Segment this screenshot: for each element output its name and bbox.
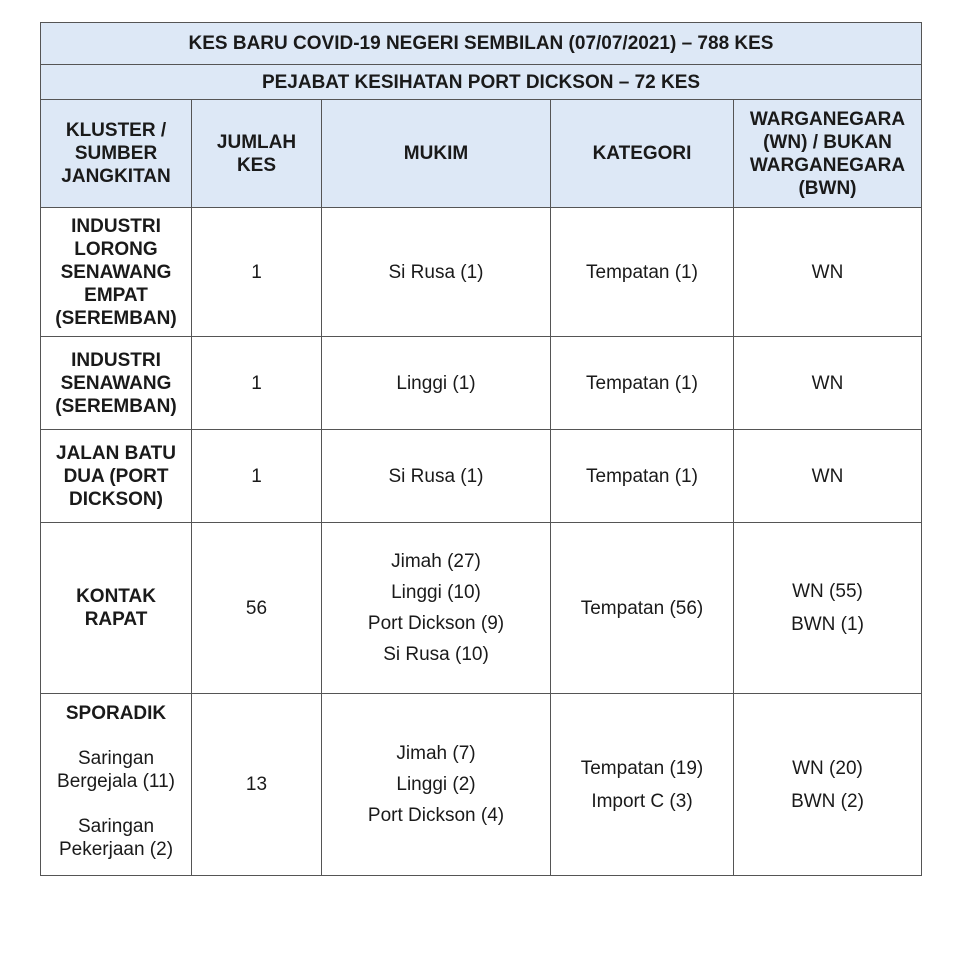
cluster-line: DUA (PORT bbox=[63, 465, 169, 487]
cluster-cell bbox=[41, 208, 192, 337]
cluster-sub-line: Pekerjaan (2) bbox=[58, 839, 174, 860]
warganegara-cell bbox=[734, 523, 922, 694]
cluster-cell bbox=[41, 430, 192, 523]
kategori-line: Tempatan (19) bbox=[580, 757, 704, 779]
cluster-cell bbox=[41, 694, 192, 876]
cluster-line: (SEREMBAN) bbox=[55, 395, 177, 417]
warganegara-line: BWN (1) bbox=[791, 614, 864, 635]
header-jumlah bbox=[192, 100, 322, 208]
mukim-cell: Si Rusa (1) bbox=[322, 430, 551, 523]
table-row bbox=[41, 694, 922, 876]
covid-case-sheet bbox=[40, 22, 921, 876]
jumlah-cell: 1 bbox=[192, 337, 322, 430]
jumlah-cell: 1 bbox=[192, 208, 322, 337]
covid-case-table bbox=[40, 22, 922, 876]
header-kategori: KATEGORI bbox=[551, 100, 734, 208]
cluster-line: KONTAK bbox=[76, 586, 156, 607]
header-warganegara-line: WARGANEGARA bbox=[749, 108, 906, 130]
cluster-subgroup bbox=[47, 815, 185, 861]
cluster-line: LORONG bbox=[74, 238, 158, 260]
table-row bbox=[41, 523, 922, 694]
cluster-line: (SEREMBAN) bbox=[55, 307, 177, 329]
table-row bbox=[41, 208, 922, 337]
header-cluster-line: SUMBER bbox=[74, 143, 158, 164]
kategori-cell bbox=[551, 694, 734, 876]
header-cluster-line: KLUSTER / bbox=[65, 120, 167, 141]
header-cluster bbox=[41, 100, 192, 208]
cluster-line: SENAWANG bbox=[60, 372, 172, 394]
kategori-line: Import C (3) bbox=[591, 790, 693, 812]
table-subtitle: PEJABAT KESIHATAN PORT DICKSON – 72 KES bbox=[41, 65, 922, 100]
header-jumlah-line: JUMLAH bbox=[216, 131, 297, 153]
cluster-sub-line: Saringan bbox=[77, 748, 155, 769]
cluster-sub-line: Bergejala (11) bbox=[57, 771, 175, 792]
header-warganegara-line: (WN) / BUKAN bbox=[763, 131, 892, 153]
mukim-cell: Linggi (1) bbox=[322, 337, 551, 430]
cluster-line: INDUSTRI bbox=[71, 215, 161, 237]
jumlah-cell: 1 bbox=[192, 430, 322, 523]
header-warganegara-line: (BWN) bbox=[798, 177, 857, 199]
header-jumlah-line: KES bbox=[236, 154, 277, 176]
cluster-line: JALAN BATU bbox=[56, 442, 176, 464]
cluster-subgroup bbox=[47, 747, 185, 793]
column-header-row bbox=[41, 100, 922, 208]
header-mukim: MUKIM bbox=[322, 100, 551, 208]
kategori-cell: Tempatan (1) bbox=[551, 337, 734, 430]
header-warganegara bbox=[734, 100, 922, 208]
title-row bbox=[41, 23, 922, 65]
subtitle-row bbox=[41, 65, 922, 100]
table-row bbox=[41, 337, 922, 430]
warganegara-cell: WN bbox=[734, 430, 922, 523]
cluster-line: SENAWANG bbox=[60, 261, 172, 283]
cluster-line: EMPAT bbox=[84, 284, 148, 306]
warganegara-line: WN (20) bbox=[792, 757, 863, 779]
warganegara-cell: WN bbox=[734, 337, 922, 430]
mukim-line: Linggi (2) bbox=[396, 774, 476, 795]
header-cluster-line: JANGKITAN bbox=[61, 166, 171, 187]
mukim-cell bbox=[322, 523, 551, 694]
warganegara-line: BWN (2) bbox=[791, 790, 864, 812]
kategori-cell: Tempatan (56) bbox=[551, 523, 734, 694]
warganegara-cell: WN bbox=[734, 208, 922, 337]
mukim-line: Port Dickson (4) bbox=[367, 805, 505, 826]
mukim-cell bbox=[322, 694, 551, 876]
jumlah-cell: 56 bbox=[192, 523, 322, 694]
warganegara-line: WN (55) bbox=[792, 581, 863, 602]
cluster-title: SPORADIK bbox=[65, 703, 167, 724]
mukim-line: Si Rusa (10) bbox=[383, 644, 489, 665]
mukim-cell: Si Rusa (1) bbox=[322, 208, 551, 337]
cluster-cell bbox=[41, 337, 192, 430]
kategori-cell: Tempatan (1) bbox=[551, 208, 734, 337]
cluster-line: RAPAT bbox=[84, 609, 148, 630]
cluster-sub-line: Saringan bbox=[77, 816, 155, 837]
kategori-cell: Tempatan (1) bbox=[551, 430, 734, 523]
cluster-cell bbox=[41, 523, 192, 694]
mukim-line: Linggi (10) bbox=[391, 582, 481, 603]
cluster-line: DICKSON) bbox=[69, 488, 163, 510]
header-warganegara-line: WARGANEGARA bbox=[749, 154, 906, 176]
jumlah-cell: 13 bbox=[192, 694, 322, 876]
warganegara-cell bbox=[734, 694, 922, 876]
cluster-line: INDUSTRI bbox=[71, 349, 161, 371]
table-title: KES BARU COVID-19 NEGERI SEMBILAN (07/07/2021) – 788 KES bbox=[41, 23, 922, 65]
mukim-line: Port Dickson (9) bbox=[367, 613, 505, 634]
mukim-line: Jimah (27) bbox=[391, 551, 481, 572]
table-row bbox=[41, 430, 922, 523]
mukim-line: Jimah (7) bbox=[396, 743, 476, 764]
